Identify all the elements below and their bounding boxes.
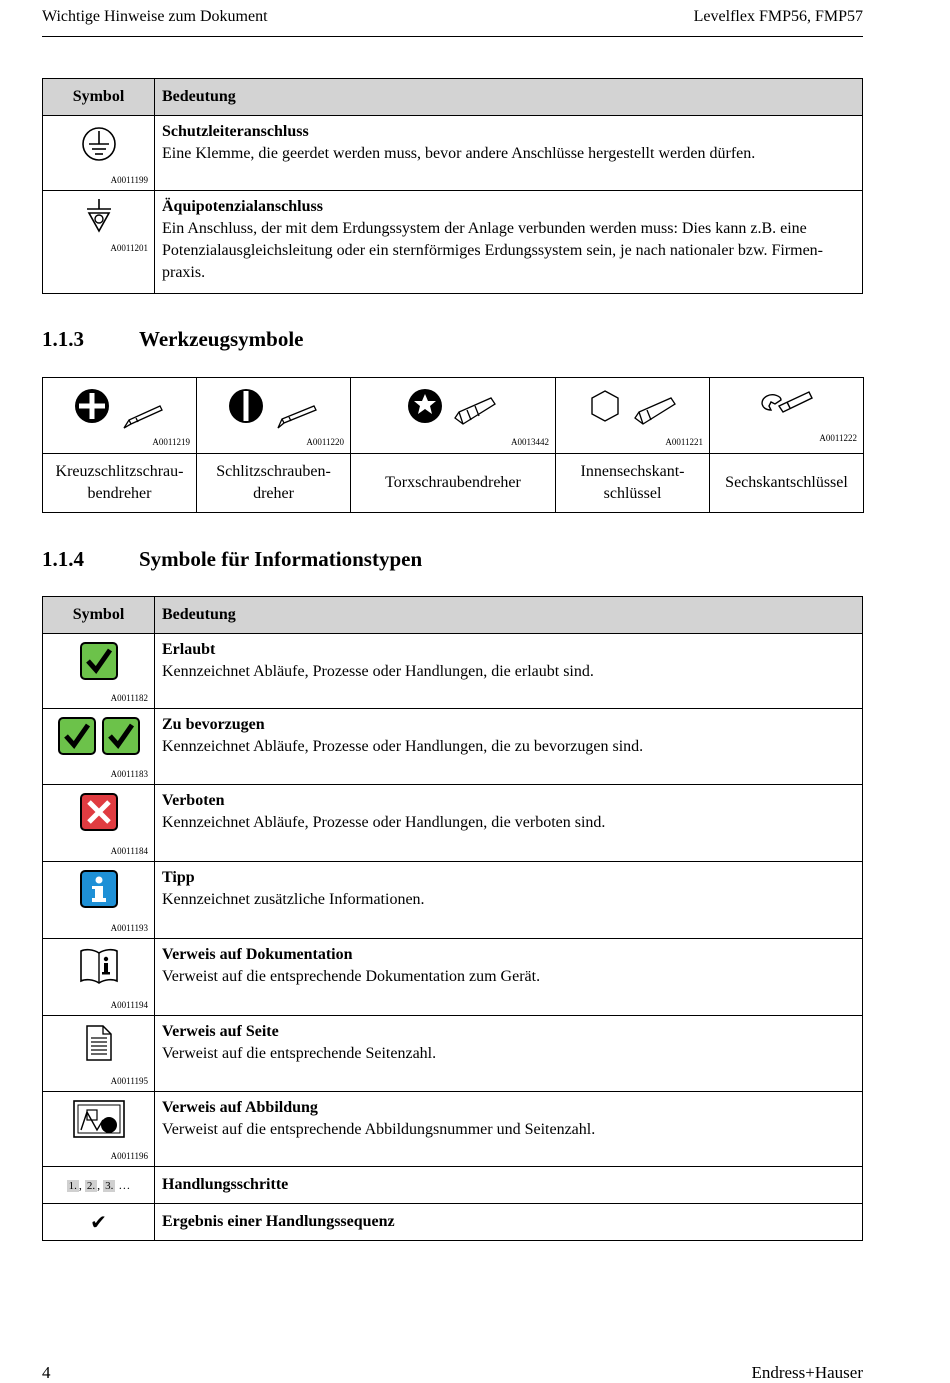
open-end-wrench-icon <box>757 388 817 428</box>
tool-label-row <box>43 454 864 513</box>
meaning-title: Erlaubt <box>162 641 216 658</box>
tool-icon-cell <box>43 378 197 454</box>
meaning-cell <box>155 862 863 939</box>
symbol-cell <box>43 191 155 294</box>
symbol-code: A0011201 <box>110 243 148 253</box>
steps-symbol-cell <box>43 1167 155 1204</box>
meaning-text: Verweist auf die entsprechende Seitenzahl. <box>162 1045 437 1062</box>
step-number-1: 1. <box>68 1179 77 1192</box>
symbol-cell <box>43 1092 155 1167</box>
table-row <box>43 634 863 709</box>
meaning-text: Eine Klemme, die geerdet werden muss, bevor andere Anschlüsse hergestellt werden dürfen. <box>162 145 756 162</box>
tool-icon-cell <box>710 378 864 454</box>
symbol-code: A0011199 <box>110 175 148 185</box>
symbol-code: A0011196 <box>110 1151 148 1161</box>
symbol-cell <box>43 862 155 939</box>
meaning-text: Kennzeichnet Abläufe, Prozesse oder Handlungen, die erlaubt sind. <box>162 663 594 680</box>
tool-symbol-table <box>42 377 864 513</box>
meaning-column-header: Bedeutung <box>155 79 863 116</box>
info-symbol-table <box>42 596 863 1241</box>
tool-label: Torxschraubendreher <box>351 454 556 513</box>
meaning-text: Kennzeichnet Abläufe, Prozesse oder Handlungen, die zu bevorzugen sind. <box>162 738 644 755</box>
meaning-cell <box>155 709 863 785</box>
page-icon <box>43 1024 154 1067</box>
step-number-2: 2. <box>86 1179 96 1192</box>
hex-key-icon <box>587 388 679 432</box>
header-product-name: Levelflex FMP56, FMP57 <box>693 8 863 25</box>
symbol-code: A0013442 <box>511 437 549 447</box>
meaning-title: Verweis auf Seite <box>162 1023 279 1040</box>
tool-icon-cell <box>351 378 556 454</box>
result-check-icon: ✔ <box>43 1204 155 1241</box>
table-header-row <box>43 79 863 116</box>
symbol-code: A0011182 <box>110 693 148 703</box>
meaning-title: Tipp <box>162 869 195 886</box>
table-row <box>43 1092 863 1167</box>
tool-label: Schlitzschrauben-dreher <box>197 454 351 513</box>
symbol-code: A0011184 <box>110 846 148 856</box>
meaning-cell <box>155 1167 863 1204</box>
forbidden-x-icon <box>43 793 154 836</box>
page-header <box>42 8 863 37</box>
tool-icon-row <box>43 378 864 454</box>
protective-earth-icon <box>43 126 154 167</box>
meaning-text: Verweist auf die entsprechende Dokumentation zum Gerät. <box>162 968 541 985</box>
symbol-cell <box>43 785 155 862</box>
symbol-code: A0011193 <box>110 923 148 933</box>
symbol-cell <box>43 1016 155 1092</box>
symbol-column-header: Symbol <box>43 597 155 634</box>
section-title: Symbole für Informationstypen <box>139 547 423 571</box>
section-number: 1.1.4 <box>42 547 84 571</box>
section-heading-1-1-4 <box>42 547 422 572</box>
page-number: 4 <box>42 1363 51 1382</box>
safety-symbol-table <box>42 78 863 294</box>
table-row <box>43 1204 863 1241</box>
meaning-cell <box>155 634 863 709</box>
info-icon <box>43 870 154 913</box>
symbol-code: A0011219 <box>152 437 190 447</box>
symbol-cell <box>43 634 155 709</box>
flat-screwdriver-icon <box>228 388 320 432</box>
meaning-text: Kennzeichnet zusätzliche Informationen. <box>162 891 425 908</box>
page-footer <box>42 1363 863 1383</box>
meaning-cell <box>155 116 863 191</box>
meaning-title: Schutzleiteranschluss <box>162 123 309 140</box>
double-check-icon <box>43 717 154 760</box>
symbol-code: A0011220 <box>306 437 344 447</box>
table-row <box>43 785 863 862</box>
symbol-cell <box>43 709 155 785</box>
symbol-code: A0011222 <box>819 433 857 443</box>
table-header-row <box>43 597 863 634</box>
book-info-icon <box>43 947 154 990</box>
meaning-title: Äquipotenzialanschluss <box>162 198 323 215</box>
meaning-cell <box>155 1092 863 1167</box>
table-row <box>43 191 863 294</box>
step-number-3: 3. <box>105 1179 114 1192</box>
section-heading-1-1-3 <box>42 327 303 352</box>
meaning-text: Verweist auf die entsprechende Abbildungsnummer und Seitenzahl. <box>162 1121 596 1138</box>
section-title: Werkzeugsymbole <box>139 327 304 351</box>
meaning-title: Zu bevorzugen <box>162 716 265 733</box>
figure-icon <box>43 1100 154 1143</box>
meaning-cell <box>155 785 863 862</box>
header-section-title: Wichtige Hinweise zum Dokument <box>42 8 268 25</box>
symbol-code: A0011183 <box>110 769 148 779</box>
tool-label: Innensechskant-schlüssel <box>556 454 710 513</box>
meaning-cell <box>155 191 863 294</box>
meaning-cell <box>155 1204 863 1241</box>
meaning-text: Kennzeichnet Abläufe, Prozesse oder Handlungen, die verboten sind. <box>162 814 606 831</box>
symbol-cell <box>43 116 155 191</box>
meaning-title: Handlungsschritte <box>162 1176 289 1193</box>
phillips-screwdriver-icon <box>74 388 166 432</box>
table-row <box>43 939 863 1016</box>
equipotential-icon <box>43 197 154 242</box>
step-ellipsis: … <box>118 1177 131 1192</box>
meaning-column-header: Bedeutung <box>155 597 863 634</box>
tool-icon-cell <box>556 378 710 454</box>
meaning-title: Verweis auf Dokumentation <box>162 946 353 963</box>
tool-label: Kreuzschlitzschrau-bendreher <box>43 454 197 513</box>
symbol-code: A0011195 <box>110 1076 148 1086</box>
meaning-title: Ergebnis einer Handlungssequenz <box>162 1213 395 1230</box>
step-separator: , <box>97 1177 101 1192</box>
meaning-cell <box>155 1016 863 1092</box>
symbol-code: A0011194 <box>110 1000 148 1010</box>
torx-screwdriver-icon <box>407 388 499 432</box>
footer-brand: Endress+Hauser <box>751 1363 863 1382</box>
table-row <box>43 1167 863 1204</box>
tool-icon-cell <box>197 378 351 454</box>
meaning-title: Verboten <box>162 792 225 809</box>
section-number: 1.1.3 <box>42 327 84 351</box>
table-row <box>43 116 863 191</box>
symbol-code: A0011221 <box>665 437 703 447</box>
check-icon <box>43 642 154 685</box>
table-row <box>43 1016 863 1092</box>
meaning-cell <box>155 939 863 1016</box>
symbol-column-header: Symbol <box>43 79 155 116</box>
meaning-text: Ein Anschluss, der mit dem Erdungssystem der Anlage verbunden werden muss: Dies kann z.B. eine Potenzialausgleichsleitung oder ein sternförmiges Erdungssystem sein, je nach nationaler bzw. Firmen-praxis. <box>162 220 824 281</box>
step-separator: , <box>78 1177 82 1192</box>
table-row <box>43 709 863 785</box>
meaning-title: Verweis auf Abbildung <box>162 1099 318 1116</box>
table-row <box>43 862 863 939</box>
tool-label: Sechskantschlüssel <box>710 454 864 513</box>
symbol-cell <box>43 939 155 1016</box>
